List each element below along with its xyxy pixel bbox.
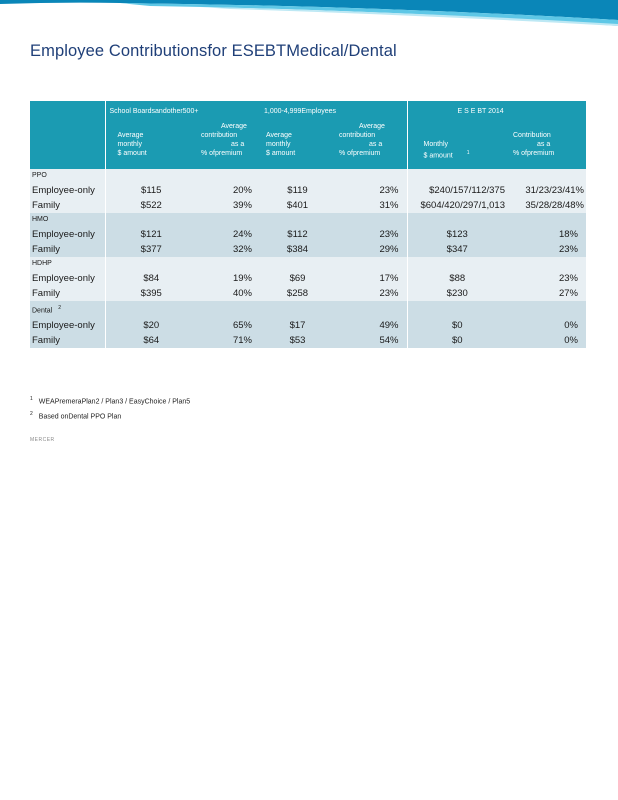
empty-cell xyxy=(197,213,260,227)
avg-monthly-amount: $17 xyxy=(260,318,335,333)
empty-cell xyxy=(407,301,507,318)
page-title: Employee Contributionsfor ESEBTMedical/Dental xyxy=(30,42,397,60)
empty-cell xyxy=(335,257,407,271)
header-line: contribution xyxy=(201,132,238,139)
footnotes xyxy=(30,396,190,427)
contribution-pct: 0% xyxy=(507,333,586,348)
monthly-amount: $230 xyxy=(407,286,507,301)
row-label: Employee-only xyxy=(30,183,105,198)
footnote xyxy=(30,411,190,420)
header-avg-contribution xyxy=(197,119,260,169)
brand-mark: MERCER xyxy=(30,437,55,443)
contribution-pct: 0% xyxy=(507,318,586,333)
header-line: Average xyxy=(221,123,247,130)
section-label: HMO xyxy=(30,213,105,227)
table-row xyxy=(30,286,586,301)
empty-cell xyxy=(105,213,197,227)
avg-monthly-amount: $84 xyxy=(105,271,197,286)
table-row xyxy=(30,318,586,333)
contribution-pct: 27% xyxy=(507,286,586,301)
row-label: Family xyxy=(30,286,105,301)
avg-contribution-pct: 20% xyxy=(197,183,260,198)
footnote-text: WEAPremeraPlan2 / Plan3 / EasyChoice / Plan5 xyxy=(38,398,191,406)
empty-cell xyxy=(197,257,260,271)
avg-monthly-amount: $115 xyxy=(105,183,197,198)
avg-monthly-amount: $53 xyxy=(260,333,335,348)
monthly-amount: $240/157/112/375 xyxy=(407,183,507,198)
footnote-marker: 1 xyxy=(30,396,33,402)
avg-contribution-pct: 23% xyxy=(335,286,407,301)
avg-monthly-amount: $401 xyxy=(260,198,335,213)
contribution-pct: 35/28/28/48% xyxy=(507,198,586,213)
empty-cell xyxy=(507,213,586,227)
monthly-amount: $123 xyxy=(407,227,507,242)
footnote-marker: 2 xyxy=(58,305,62,311)
footnote-marker: 2 xyxy=(30,411,33,418)
table-row xyxy=(30,198,586,213)
header-banner xyxy=(0,0,618,26)
monthly-amount: $88 xyxy=(407,271,507,286)
empty-cell xyxy=(407,213,507,227)
header-avg-contribution xyxy=(335,119,407,169)
header-line: monthly xyxy=(117,141,143,148)
avg-contribution-pct: 32% xyxy=(197,242,260,257)
avg-monthly-amount: $258 xyxy=(260,286,335,301)
header-contribution xyxy=(507,119,586,169)
avg-monthly-amount: $112 xyxy=(260,227,335,242)
table-row xyxy=(30,333,586,348)
contribution-pct: 31/23/23/41% xyxy=(507,183,586,198)
section-row xyxy=(30,257,586,271)
avg-monthly-amount: $20 xyxy=(105,318,197,333)
empty-cell xyxy=(197,169,260,183)
header-line: contribution xyxy=(339,132,376,139)
header-line: Contribution xyxy=(513,132,551,139)
contribution-pct: 18% xyxy=(507,227,586,242)
empty-cell xyxy=(197,301,260,318)
row-label: Employee-only xyxy=(30,318,105,333)
empty-cell xyxy=(260,213,335,227)
header-line: as a xyxy=(537,141,551,148)
header-group-esebt: E S E BT 2014 xyxy=(407,101,586,119)
avg-contribution-pct: 40% xyxy=(197,286,260,301)
avg-monthly-amount: $121 xyxy=(105,227,197,242)
monthly-amount: $0 xyxy=(407,333,507,348)
empty-cell xyxy=(407,169,507,183)
table-row xyxy=(30,271,586,286)
header-line: $ amount xyxy=(266,150,296,157)
avg-contribution-pct: 17% xyxy=(335,271,407,286)
table-row xyxy=(30,183,586,198)
section-label: Dental $^2$ xyxy=(30,301,105,318)
monthly-amount: $347 xyxy=(407,242,507,257)
empty-cell xyxy=(260,301,335,318)
footnote-marker: 1 xyxy=(466,150,470,156)
header-avg-monthly xyxy=(260,119,335,169)
empty-cell xyxy=(105,169,197,183)
empty-cell xyxy=(105,257,197,271)
empty-cell xyxy=(335,169,407,183)
monthly-amount: $0 xyxy=(407,318,507,333)
header-monthly xyxy=(407,119,507,169)
header-line: Monthly xyxy=(423,141,449,148)
section-row xyxy=(30,169,586,183)
avg-contribution-pct: 24% xyxy=(197,227,260,242)
avg-contribution-pct: 54% xyxy=(335,333,407,348)
empty-cell xyxy=(105,301,197,318)
header-group-school: School Boardsandother500+ xyxy=(105,101,260,119)
header-line: as a xyxy=(231,141,245,148)
header-line: % ofpremium xyxy=(201,150,243,157)
row-label: Family xyxy=(30,333,105,348)
header-avg-monthly xyxy=(105,119,197,169)
contribution-pct: 23% xyxy=(507,271,586,286)
avg-contribution-pct: 49% xyxy=(335,318,407,333)
empty-cell xyxy=(260,257,335,271)
section-row xyxy=(30,301,586,318)
row-label: Family xyxy=(30,242,105,257)
row-label: Family xyxy=(30,198,105,213)
avg-contribution-pct: 39% xyxy=(197,198,260,213)
avg-monthly-amount: $119 xyxy=(260,183,335,198)
table-row xyxy=(30,227,586,242)
avg-monthly-amount: $384 xyxy=(260,242,335,257)
header-corner xyxy=(30,101,105,169)
header-line: % ofpremium xyxy=(339,150,381,157)
empty-cell xyxy=(507,169,586,183)
section-row xyxy=(30,213,586,227)
section-label: PPO xyxy=(30,169,105,183)
avg-contribution-pct: 29% xyxy=(335,242,407,257)
contribution-pct: 23% xyxy=(507,242,586,257)
row-label: Employee-only xyxy=(30,271,105,286)
row-label: Employee-only xyxy=(30,227,105,242)
avg-contribution-pct: 65% xyxy=(197,318,260,333)
header-line: $ amount $^1$ xyxy=(423,150,470,160)
empty-cell xyxy=(335,213,407,227)
empty-cell xyxy=(335,301,407,318)
avg-contribution-pct: 23% xyxy=(335,183,407,198)
header-line: Average xyxy=(266,132,292,139)
header-line: monthly xyxy=(266,141,291,148)
contributions-table xyxy=(30,101,586,348)
header-line: $ amount xyxy=(117,150,147,157)
avg-contribution-pct: 23% xyxy=(335,227,407,242)
monthly-amount: $604/420/297/1,013 xyxy=(407,198,507,213)
avg-contribution-pct: 31% xyxy=(335,198,407,213)
empty-cell xyxy=(507,301,586,318)
section-label: HDHP xyxy=(30,257,105,271)
avg-monthly-amount: $64 xyxy=(105,333,197,348)
header-group-employees: 1,000-4,999Employees xyxy=(260,101,407,119)
empty-cell xyxy=(407,257,507,271)
header-line: Average xyxy=(117,132,144,139)
table-row xyxy=(30,242,586,257)
avg-monthly-amount: $69 xyxy=(260,271,335,286)
header-line: % ofpremium xyxy=(513,150,555,157)
header-line: Average xyxy=(359,123,385,130)
avg-contribution-pct: 71% xyxy=(197,333,260,348)
empty-cell xyxy=(260,169,335,183)
avg-monthly-amount: $377 xyxy=(105,242,197,257)
avg-monthly-amount: $395 xyxy=(105,286,197,301)
footnote-text: Based onDental PPO Plan xyxy=(38,413,122,421)
avg-contribution-pct: 19% xyxy=(197,271,260,286)
header-line: as a xyxy=(369,141,383,148)
footnote xyxy=(30,396,190,405)
empty-cell xyxy=(507,257,586,271)
avg-monthly-amount: $522 xyxy=(105,198,197,213)
